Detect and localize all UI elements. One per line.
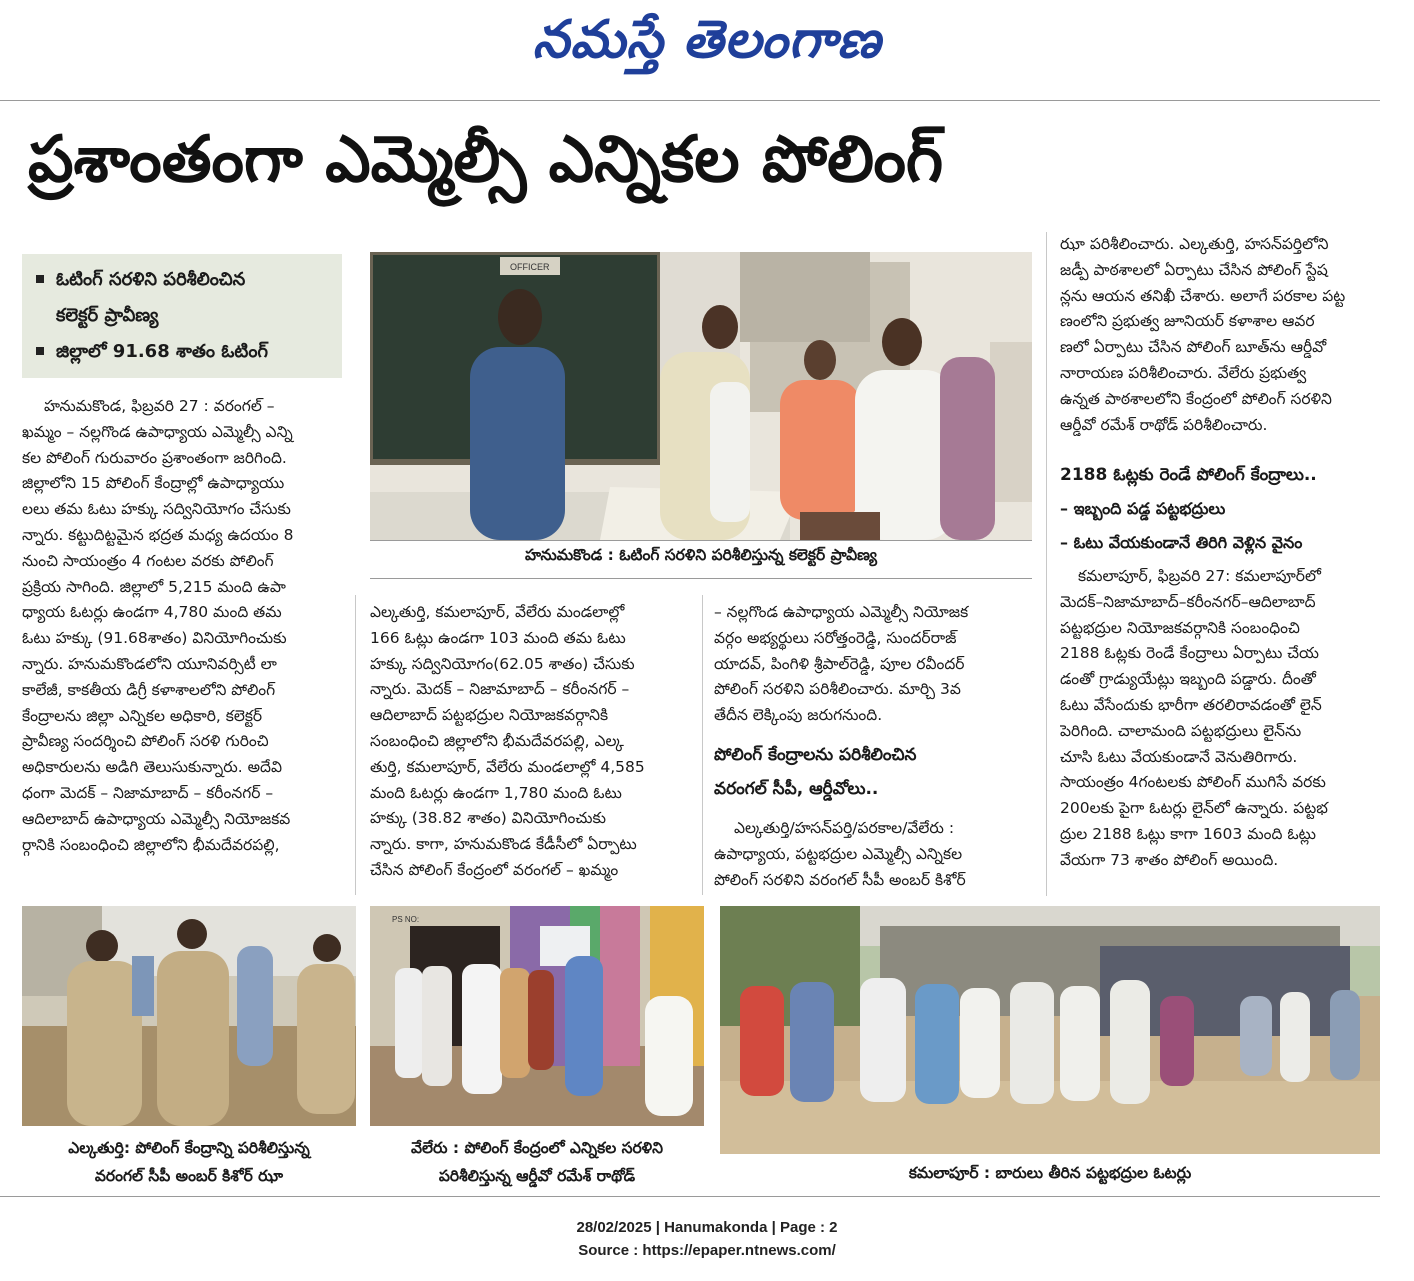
text-line: వర్గం అభ్యర్థులు సరోత్తంరెడ్డి, సుందర్‌రాజ్ bbox=[714, 628, 957, 647]
text-line: లలు తమ ఓటు హక్కు సద్వినియోగం చేసుకు bbox=[22, 500, 291, 519]
text-line: హక్కు సద్వినియోగం(62.05 శాతం) చేసుకు bbox=[370, 654, 635, 673]
text-line: హక్కు (38.82 శాతం) వినియోగించుకు bbox=[370, 809, 606, 828]
text-line: ఓటు వేసేందుకు భారీగా తరలిరావడంతో లైన్ bbox=[1060, 695, 1322, 714]
column-rule bbox=[355, 595, 356, 895]
top-divider bbox=[0, 100, 1380, 101]
caption-rule bbox=[370, 578, 1032, 579]
highlight-item-continued: కలెక్టర్ ప్రావీణ్య bbox=[56, 305, 159, 326]
text-line: నుంచి సాయంత్రం 4 గంటల వరకు పోలింగ్ bbox=[22, 551, 274, 570]
text-line: నారాయణ పరిశీలించారు. వేలేరు ప్రభుత్వ bbox=[1060, 363, 1307, 382]
text-line: కల పోలింగ్ గురువారం ప్రశాంతంగా జరిగింది. bbox=[22, 448, 287, 467]
article-column-4b bbox=[1060, 564, 1380, 874]
text-line: పోలింగ్ సరళిని వరంగల్ సీపీ అంబర్ కిశోర్ bbox=[714, 870, 966, 889]
text-line: ఎల్కతుర్తి/హసన్‌పర్తి/పరకాల/వేలేరు : bbox=[734, 819, 955, 837]
photo-police-inspection bbox=[22, 906, 356, 1126]
text-line: సంబంధించి జిల్లాలోని భీమదేవరపల్లి, ఎల్క bbox=[370, 731, 624, 750]
photo-sign-officer: OFFICER bbox=[510, 262, 550, 272]
text-line: జడ్పీ పాఠశాలలో ఏర్పాటు చేసిన పోలింగ్ స్టేష bbox=[1060, 260, 1328, 279]
bottom-divider bbox=[0, 1196, 1380, 1197]
photo-sign-ps-no: PS NO: bbox=[392, 915, 420, 924]
photo1-caption bbox=[22, 1134, 356, 1190]
text-line: న్నారు. హనుమకొండలోని యూనివర్సిటీ లా bbox=[22, 654, 277, 673]
text-line: సాయంత్రం 4గంటలకు పోలింగ్ ముగిసే వరకు bbox=[1060, 773, 1326, 792]
text-line: అధికారులను అడిగి తెలుసుకున్నారు. అదేవి bbox=[22, 758, 282, 777]
masthead-logo: నమస్తే తెలంగాణ bbox=[532, 10, 882, 70]
caption-line: పరిశీలిస్తున్న ఆర్డీవో రమేశ్ రాథోడ్ bbox=[438, 1167, 636, 1185]
text-line: తేదీన లెక్కింపు జరుగనుంది. bbox=[714, 706, 883, 725]
article-column-3b bbox=[714, 816, 1034, 893]
text-line: మంది ఓటర్లు ఉండగా 1,780 మంది ఓటు bbox=[370, 783, 622, 802]
text-line: వేయగా 73 శాతం పోలింగ్ అయింది. bbox=[1060, 850, 1279, 869]
text-line: ధ్యాయ ఓటర్లు ఉండగా 4,780 మంది తమ bbox=[22, 603, 282, 622]
text-line: ఉపాధ్యాయ, పట్టభద్రుల ఎమ్మెల్సీ ఎన్నికల bbox=[714, 844, 963, 863]
headline: ప్రశాంతంగా ఎమ్మెల్సీ ఎన్నికల పోలింగ్ bbox=[28, 123, 944, 197]
article-column-4 bbox=[1060, 232, 1380, 438]
text-line: కేంద్రాలను జిల్లా ఎన్నికల అధికారి, కలెక్టర్ bbox=[22, 706, 263, 725]
article-column-3 bbox=[714, 600, 1034, 729]
footer-date-edition: 28/02/2025 | Hanumakonda | Page : 2 bbox=[576, 1219, 838, 1236]
text-line: ఝా పరిశీలించారు. ఎల్కతుర్తి, హసన్‌పర్తిలోని bbox=[1060, 235, 1329, 253]
column-rule bbox=[702, 595, 703, 895]
text-line: హనుమకొండ, ఫిబ్రవరి 27 : వరంగల్ – bbox=[44, 397, 275, 415]
subhead-two-centres: 2188 ఓట్లకు రెండే పోలింగ్ కేంద్రాలు.. bbox=[1060, 465, 1317, 485]
text-line: ధంగా మెదక్ – నిజామాబాద్ – కరీంనగర్ – bbox=[22, 783, 274, 802]
subhead-points bbox=[1060, 492, 1302, 560]
text-line: ప్రావీణ్య సందర్శించి పోలింగ్ సరళి గురించి bbox=[22, 732, 269, 751]
text-line: జిల్లాలోని 15 పోలింగ్ కేంద్రాల్లో ఉపాధ్యాయు bbox=[22, 474, 285, 493]
text-line: డంతో గ్రాడ్యుయేట్లు ఇబ్బంది పడ్డారు. దీంతో bbox=[1060, 670, 1316, 689]
photo2-caption bbox=[370, 1134, 704, 1190]
text-line: 166 ఓట్లు ఉండగా 103 మంది తమ ఓటు bbox=[370, 628, 626, 647]
caption-line: ఎల్కతుర్తి: పోలింగ్ కేంద్రాన్ని పరిశీలిస్తున్న bbox=[68, 1139, 310, 1157]
caption-line: వరంగల్ సీపీ అంబర్ కిశోర్ ఝా bbox=[94, 1167, 284, 1185]
text-line: న్నారు. కాగా, హనుమకొండ కేడీసీలో ఏర్పాటు bbox=[370, 835, 637, 854]
highlight-item: ఓటింగ్ సరళిని పరిశీలించిన bbox=[32, 262, 332, 298]
photo-voters-queue bbox=[720, 906, 1380, 1154]
text-line: మెదక్–నిజామాబాద్–కరీంనగర్–ఆదిలాబాద్ bbox=[1060, 592, 1316, 611]
text-line: ఎల్కతుర్తి, కమలాపూర్, వేలేరు మండలాల్లో bbox=[370, 603, 625, 621]
text-line: – నల్లగొండ ఉపాధ్యాయ ఎమ్మెల్సీ నియోజక bbox=[714, 603, 969, 621]
highlight-item: జిల్లాలో 91.68 శాతం ఓటింగ్ bbox=[32, 334, 332, 370]
text-line: కమలాపూర్, ఫిబ్రవరి 27: కమలాపూర్‌లో bbox=[1078, 567, 1321, 585]
text-line: చూసి ఓటు వేయకుండానే వెనుతిరిగారు. bbox=[1060, 747, 1298, 766]
article-column-2 bbox=[370, 600, 690, 884]
photo-bottom-rule bbox=[370, 540, 1032, 541]
text-line: చేసిన పోలింగ్ కేంద్రంలో వరంగల్ – ఖమ్మం bbox=[370, 860, 619, 879]
subhead-point: – ఓటు వేయకుండానే తిరిగి వెళ్లిన వైనం bbox=[1060, 533, 1303, 552]
column-rule bbox=[1046, 232, 1047, 896]
text-line: కాలేజీ, కాకతీయ డిగ్రీ కళాశాలలోని పోలింగ్ bbox=[22, 680, 276, 699]
text-line: ప్రక్రియ సాగింది. జిల్లాలో 5,215 మంది ఉపా bbox=[22, 577, 286, 596]
photo-velair-centre bbox=[370, 906, 704, 1126]
subhead-line: పోలింగ్ కేంద్రాలను పరిశీలించిన bbox=[714, 745, 917, 765]
article-column-1 bbox=[22, 394, 340, 858]
photo3-caption: కమలాపూర్ : బారులు తీరిన పట్టభద్రుల ఓటర్లు bbox=[908, 1164, 1192, 1182]
text-line: న్లను ఆయన తనిఖీ చేశారు. అలాగే పరకాల పట్ట bbox=[1060, 286, 1346, 305]
text-line: ద్రుల 2188 ఓట్లు కాగా 1603 మంది ఓట్లు bbox=[1060, 824, 1316, 843]
highlights-box bbox=[22, 254, 342, 378]
text-line: ఉన్నత పాఠశాలలోని కేంద్రంలో పోలింగ్ సరళిని bbox=[1060, 389, 1332, 408]
text-line: ఆదిలాబాద్ ఉపాధ్యాయ ఎమ్మెల్సీ నియోజకవ bbox=[22, 809, 291, 828]
text-line: తుర్తి, కమలాపూర్, వేలేరు మండలాల్లో 4,585 bbox=[370, 757, 645, 776]
main-photo-caption: హనుమకొండ : ఓటింగ్ సరళిని పరిశీలిస్తున్న కలెక్టర్ ప్రావీణ్య bbox=[524, 546, 878, 564]
text-line: ఖమ్మం – నల్లగొండ ఉపాధ్యాయ ఎమ్మెల్సీ ఎన్ని bbox=[22, 422, 293, 441]
footer-source: Source : https://epaper.ntnews.com/ bbox=[578, 1242, 836, 1259]
subhead-cp-rdo bbox=[714, 738, 916, 806]
text-line: ఆదిలాబాద్ పట్టభద్రుల నియోజకవర్గానికి bbox=[370, 706, 609, 725]
text-line: ణలో ఏర్పాటు చేసిన పోలింగ్ బూత్‌ను ఆర్డీవో bbox=[1060, 338, 1327, 357]
text-line: న్నారు. కట్టుదిట్టమైన భద్రత మధ్య ఉదయం 8 bbox=[22, 525, 294, 544]
text-line: న్నారు. మెదక్ – నిజామాబాద్ – కరీంనగర్ – bbox=[370, 680, 630, 699]
text-line: 200లకు పైగా ఓటర్లు లైన్‌లో ఉన్నారు. పట్టభ bbox=[1060, 799, 1328, 818]
text-line: పట్టభద్రుల నియోజకవర్గానికి సంబంధించి bbox=[1060, 618, 1300, 637]
caption-line: వేలేరు : పోలింగ్ కేంద్రంలో ఎన్నికల సరళిని bbox=[410, 1139, 664, 1157]
main-photo bbox=[370, 252, 1032, 540]
text-line: ణంలోని ప్రభుత్వ జూనియర్ కళాశాల ఆవర bbox=[1060, 312, 1315, 331]
text-line: యాదవ్, పింగిళి శ్రీపాల్‌రెడ్డి, పూల రవీందర్ bbox=[714, 654, 965, 673]
subhead-line: వరంగల్ సీపీ, ఆర్డీవోలు.. bbox=[714, 779, 879, 799]
text-line: ర్గానికి సంబంధించి జిల్లాలోని భీమదేవరపల్లి, bbox=[22, 835, 280, 854]
text-line: ఆర్డీవో రమేశ్ రాథోడ్ పరిశీలించారు. bbox=[1060, 415, 1268, 434]
text-line: పెరిగింది. చాలామంది పట్టభద్రులు లైన్‌ను bbox=[1060, 721, 1302, 740]
text-line: ఓటు హక్కు (91.68శాతం) వినియోగించుకు bbox=[22, 629, 287, 648]
text-line: 2188 ఓట్లకు రెండే కేంద్రాలు ఏర్పాటు చేయ bbox=[1060, 644, 1319, 663]
subhead-point: – ఇబ్బంది పడ్డ పట్టభద్రులు bbox=[1060, 499, 1226, 518]
text-line: పోలింగ్ సరళిని పరిశీలించారు. మార్చి 3వ bbox=[714, 680, 961, 699]
